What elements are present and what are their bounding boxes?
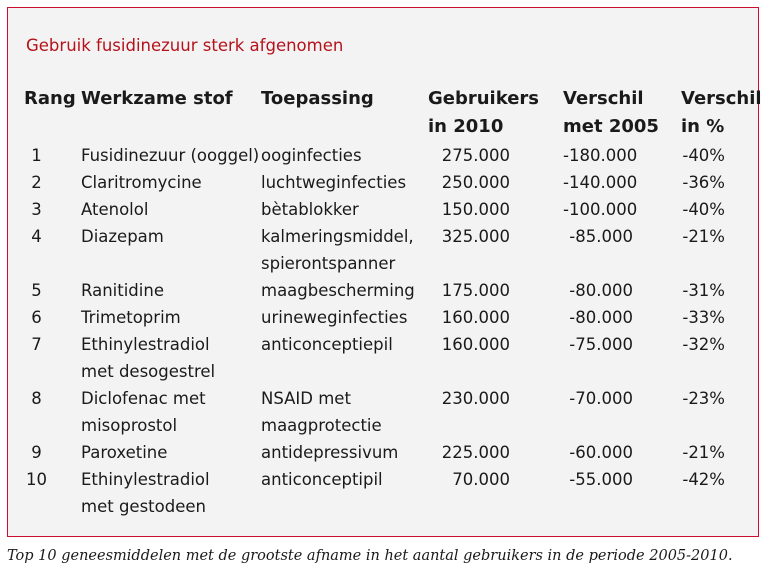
table-frame [7,7,762,537]
table-cell-drug: Ranitidine [81,281,164,300]
table-cell-diff: -140.000 [563,173,638,192]
header-diff-line1: Verschil [563,88,644,109]
table-cell-pct: -21% [682,443,725,462]
table-cell-rank: 10 [26,470,47,489]
table-cell-users: 160.000 [441,308,510,327]
header-diff-line2: met 2005 [563,116,659,137]
table-cell-drug: misoprostol [81,416,178,435]
table-cell-pct: -32% [682,335,725,354]
table-cell-users: 275.000 [441,146,510,165]
table-cell-use: kalmeringsmiddel, [261,227,414,246]
table-cell-rank: 6 [31,308,42,327]
table-cell-diff: -180.000 [563,146,638,165]
table-cell-pct: -42% [682,470,725,489]
table-cell-users: 250.000 [441,173,510,192]
table-cell-diff: -60.000 [569,443,633,462]
table-cell-use: luchtweginfecties [261,173,407,192]
table-cell-diff: -85.000 [569,227,633,246]
table-cell-drug: met gestodeen [81,497,206,516]
table-cell-use: anticonceptiepil [261,335,393,354]
table-cell-drug: Diclofenac met [81,389,206,408]
table-cell-diff: -55.000 [569,470,633,489]
table-cell-drug: Ethinylestradiol [81,470,210,489]
table-cell-pct: -40% [682,146,725,165]
table-cell-drug: Paroxetine [81,443,168,462]
table-cell-use: NSAID met [261,389,351,408]
table-cell-diff: -70.000 [569,389,633,408]
table-cell-use: anticonceptipil [261,470,383,489]
table-cell-use: urineweginfecties [261,308,408,327]
header-drug: Werkzame stof [81,88,233,109]
table-cell-pct: -33% [682,308,725,327]
table-cell-rank: 1 [31,146,42,165]
table-cell-drug: Fusidinezuur (ooggel) [81,146,260,165]
table-cell-drug: Trimetoprim [81,308,181,327]
table-cell-pct: -21% [682,227,725,246]
table-cell-rank: 4 [31,227,42,246]
table-cell-diff: -75.000 [569,335,633,354]
figure-caption: Top 10 geneesmiddelen met de grootste afname in het aantal gebruikers in de periode 2005-2010. [7,548,733,564]
table-cell-diff: -80.000 [569,308,633,327]
table-cell-drug: Atenolol [81,200,149,219]
table-cell-users: 230.000 [441,389,510,408]
table-cell-users: 175.000 [441,281,510,300]
table-cell-rank: 7 [31,335,42,354]
header-rank: Rang [24,88,76,109]
table-cell-users: 150.000 [441,200,510,219]
table-cell-use: maagbescherming [261,281,415,300]
table-cell-users: 325.000 [441,227,510,246]
table-cell-use: spierontspanner [261,254,396,273]
table-title: Gebruik fusidinezuur sterk afgenomen [26,36,344,55]
header-pct-line1: Verschil [681,88,762,109]
header-users-line2: in 2010 [428,116,504,137]
table-cell-pct: -31% [682,281,725,300]
table-cell-diff: -100.000 [563,200,638,219]
table-cell-pct: -40% [682,200,725,219]
table-cell-drug: Claritromycine [81,173,202,192]
table-cell-use: antidepressivum [261,443,399,462]
table-cell-users: 70.000 [452,470,510,489]
table-cell-rank: 5 [31,281,42,300]
table-cell-use: bètablokker [261,200,359,219]
header-use: Toepassing [261,88,374,109]
table-cell-use: ooginfecties [261,146,362,165]
header-users-line1: Gebruikers [428,88,540,109]
table-cell-pct: -36% [682,173,725,192]
table-cell-users: 225.000 [441,443,510,462]
table-cell-use: maagprotectie [261,416,382,435]
table-cell-rank: 8 [31,389,42,408]
table-cell-drug: Ethinylestradiol [81,335,210,354]
table-cell-drug: Diazepam [81,227,164,246]
table-cell-rank: 2 [31,173,42,192]
table-cell-users: 160.000 [441,335,510,354]
table-cell-rank: 9 [31,443,42,462]
table-cell-pct: -23% [682,389,725,408]
table-cell-diff: -80.000 [569,281,633,300]
table-cell-drug: met desogestrel [81,362,216,381]
header-pct-line2: in % [681,116,725,137]
table-cell-rank: 3 [31,200,42,219]
